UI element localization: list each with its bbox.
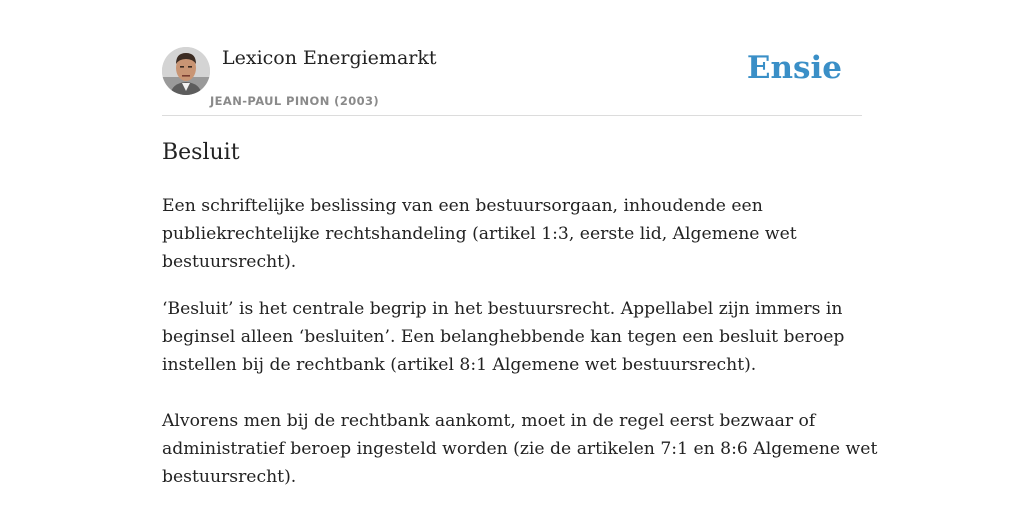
definition-paragraph: [162, 192, 862, 276]
text-line: administratief beroep ingesteld worden (zie de artikelen 7:1 en 8:6 Algemene wet: [162, 439, 878, 459]
text-line: Een schriftelijke beslissing van een bestuursorgaan, inhoudende een: [162, 196, 763, 216]
text-line: beginsel alleen ‘besluiten’. Een belanghebbende kan tegen een besluit beroep: [162, 327, 845, 347]
text-line: Alvorens men bij de rechtbank aankomt, moet in de regel eerst bezwaar of: [162, 411, 816, 431]
paragraph-spacer: [162, 379, 862, 407]
text-line: instellen bij de rechtbank (artikel 8:1 Algemene wet bestuursrecht).: [162, 355, 757, 375]
ensie-logo-link[interactable]: Ensie: [746, 50, 842, 86]
article-body: [162, 192, 878, 491]
text-line: publiekrechtelijke rechtshandeling (artikel 1:3, eerste lid, Algemene wet: [162, 224, 797, 244]
lexicon-title-link[interactable]: Lexicon Energiemarkt: [222, 47, 437, 69]
text-line: ‘Besluit’ is het centrale begrip in het bestuursrecht. Appellabel zijn immers in: [162, 299, 843, 319]
lexicon-header: [162, 44, 862, 116]
term-title: Besluit: [162, 140, 240, 165]
procedure-paragraph: [162, 407, 878, 491]
explanation-paragraph: [162, 295, 862, 379]
author-credit: JEAN-PAUL PINON (2003): [210, 94, 380, 108]
paragraph-spacer: [162, 276, 862, 295]
text-line: bestuursrecht).: [162, 467, 297, 487]
author-portrait-icon: [162, 47, 210, 95]
text-line: bestuursrecht).: [162, 252, 297, 272]
author-avatar: [162, 47, 210, 95]
